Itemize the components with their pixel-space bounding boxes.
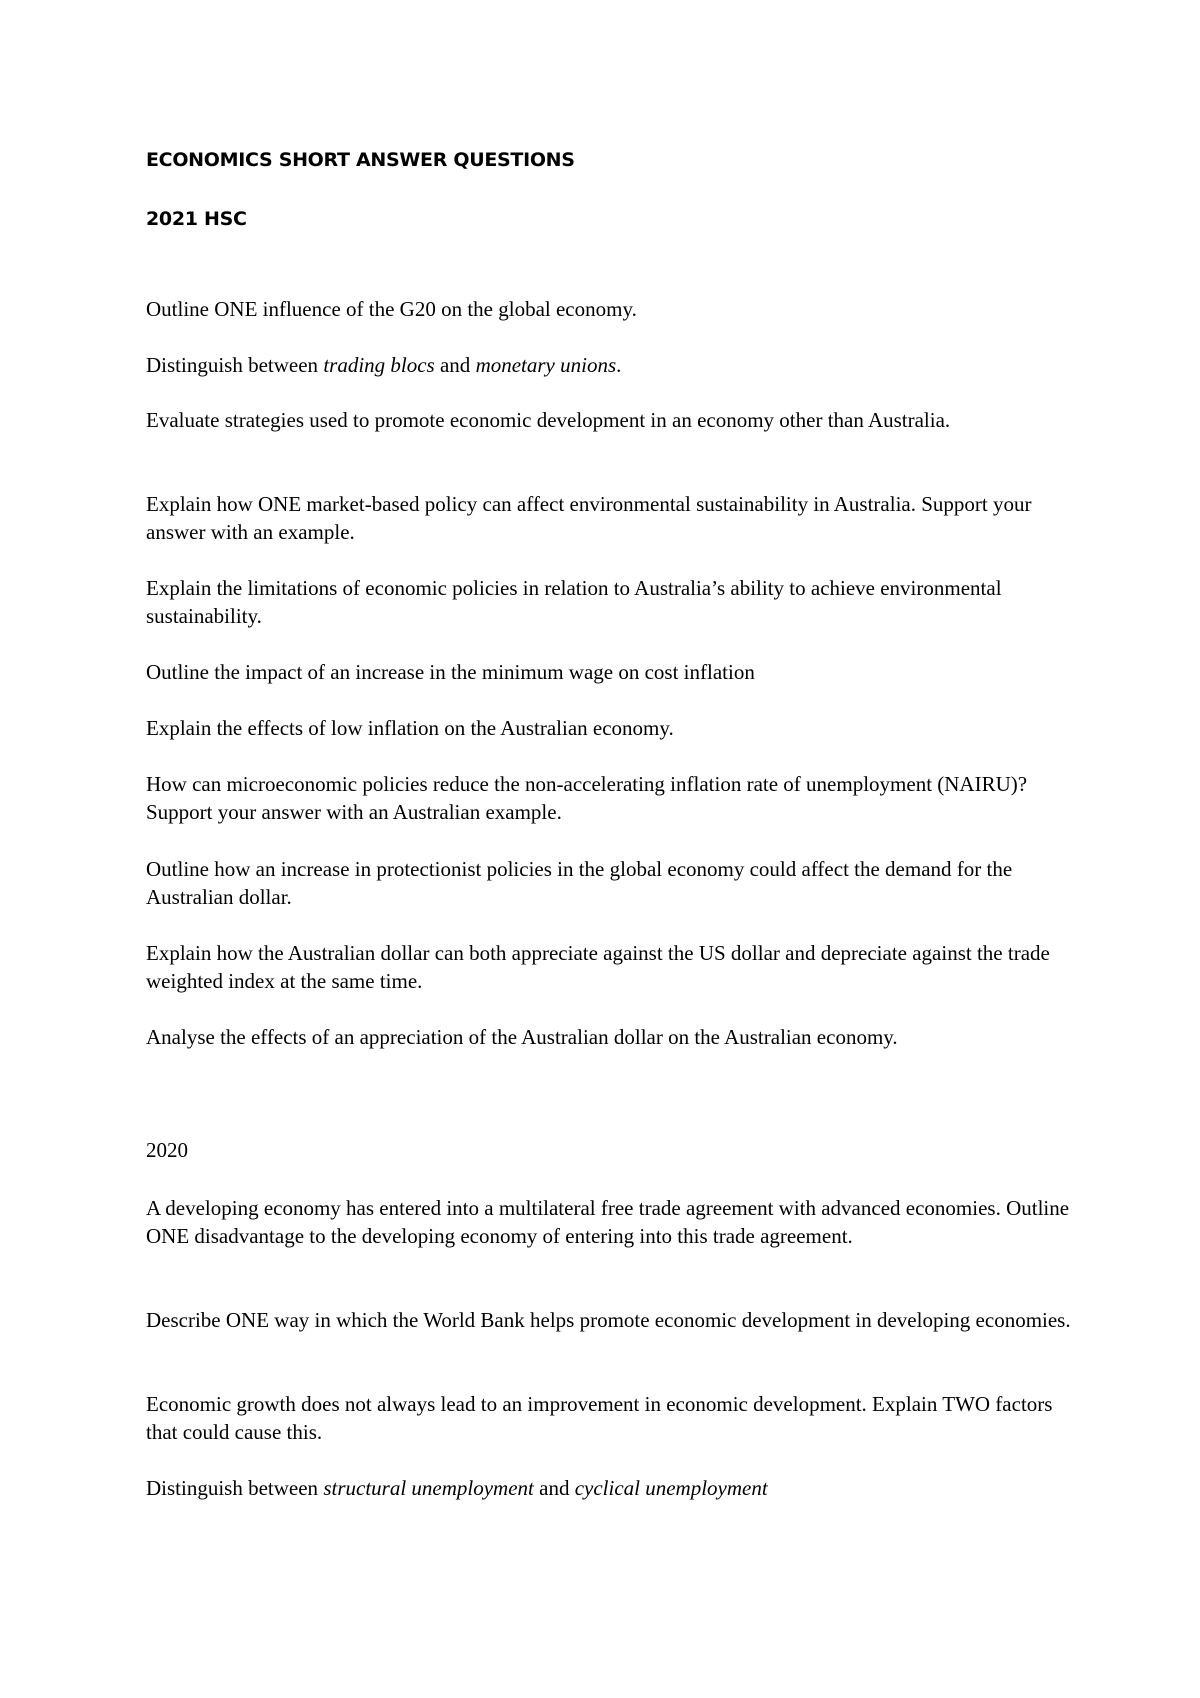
question-2021-5: Explain the limitations of economic policies in relation to Australia’s ability to achieve environmental sustainability.	[146, 576, 1002, 628]
question-2021-11: Analyse the effects of an appreciation of the Australian dollar on the Australian economy.	[146, 1025, 898, 1049]
question-2020-4: Distinguish between structural unemployment and cyclical unemployment	[146, 1476, 768, 1500]
section-year-2021: 2021 HSC	[146, 208, 247, 230]
question-2020-2: Describe ONE way in which the World Bank helps promote economic development in developing economies.	[146, 1308, 1071, 1332]
section-year-2020: 2020	[146, 1138, 188, 1162]
question-2020-1: A developing economy has entered into a multilateral free trade agreement with advanced economies. Outline ONE disadvantage to the developing economy of entering into this trade agreement.	[146, 1196, 1070, 1248]
question-2020-3: Economic growth does not always lead to an improvement in economic development. Explain TWO factors that could cause this.	[146, 1392, 1053, 1444]
question-2021-4: Explain how ONE market-based policy can affect environmental sustainability in Australia. Support your answer with an example.	[146, 492, 1032, 544]
document-title: ECONOMICS SHORT ANSWER QUESTIONS	[146, 149, 575, 171]
question-2021-6: Outline the impact of an increase in the minimum wage on cost inflation	[146, 660, 755, 684]
question-2021-7: Explain the effects of low inflation on the Australian economy.	[146, 716, 674, 740]
question-2021-2: Distinguish between trading blocs and monetary unions.	[146, 353, 622, 377]
question-2021-1: Outline ONE influence of the G20 on the global economy.	[146, 297, 637, 321]
question-2021-9: Outline how an increase in protectionist policies in the global economy could affect the demand for the Australian dollar.	[146, 857, 1013, 909]
question-2021-3: Evaluate strategies used to promote economic development in an economy other than Australia.	[146, 408, 951, 432]
question-2021-8: How can microeconomic policies reduce the non-accelerating inflation rate of unemployment (NAIRU)? Support your answer with an Australian example.	[146, 772, 1028, 824]
question-2021-10: Explain how the Australian dollar can both appreciate against the US dollar and depreciate against the trade weighted index at the same time.	[146, 941, 1050, 993]
